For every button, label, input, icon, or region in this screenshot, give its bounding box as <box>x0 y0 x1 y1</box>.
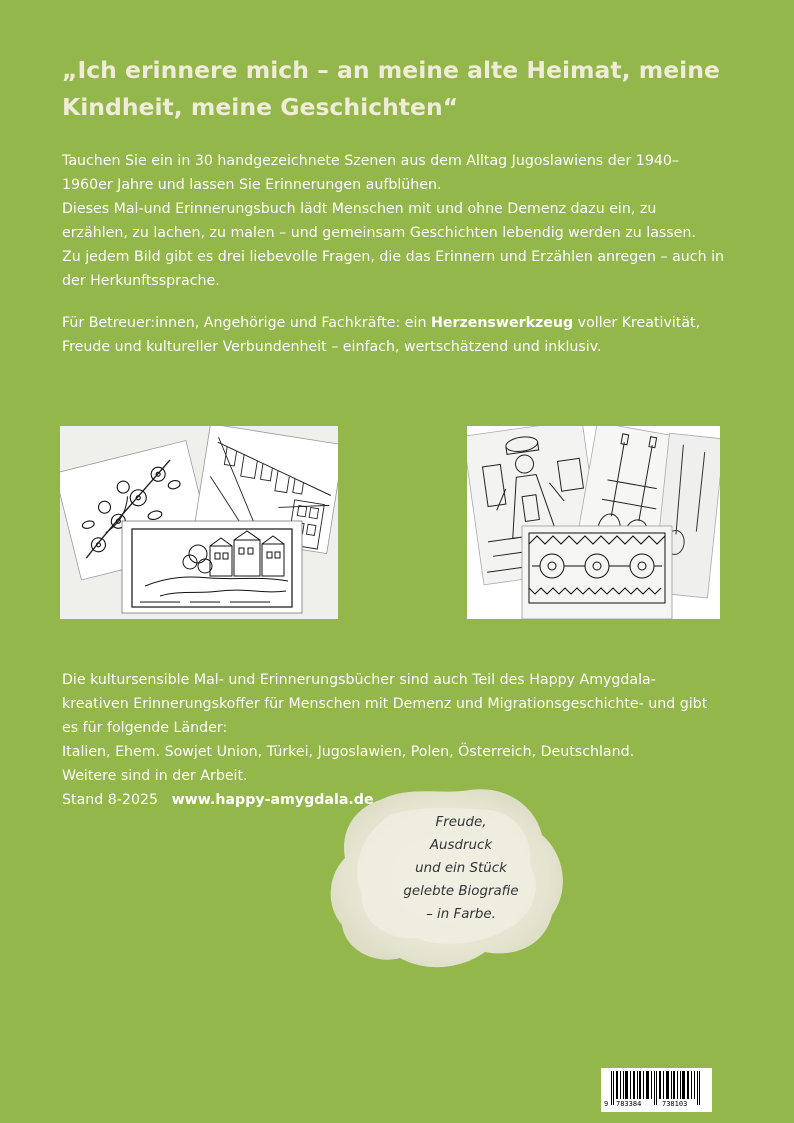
intro-paragraph <box>62 149 752 293</box>
intro-line: der Herkunftssprache. <box>62 273 220 289</box>
intro-line: 1960er Jahre und lassen Sie Erinnerungen aufblühen. <box>62 177 442 193</box>
intro-line: erzählen, zu lachen, zu malen – und gemeinsam Geschichten lebendig werden zu lassen. <box>62 225 696 241</box>
coloring-pages-photo-right <box>467 426 720 619</box>
headline <box>62 52 742 126</box>
audience-paragraph <box>62 311 752 359</box>
quote-line: und ein Stück <box>415 861 507 876</box>
intro-line: Dieses Mal-und Erinnerungsbuch lädt Menschen mit und ohne Demenz dazu ein, zu <box>62 201 657 217</box>
quote-line: gelebte Biografie <box>403 884 519 899</box>
audience-text: voller Kreativität, <box>573 315 701 331</box>
audience-line-2: Freude und kultureller Verbundenheit – einfach, wertschätzend und inklusiv. <box>62 339 602 355</box>
audience-line-1 <box>62 311 752 335</box>
series-line: kreativen Erinnerungskoffer für Menschen mit Demenz und Migrationsgeschichte- und gibt <box>62 696 708 712</box>
barcode-digits-right: 738103 <box>662 1100 688 1108</box>
drawings-illustration <box>60 426 338 619</box>
quote-line: Freude, <box>435 815 487 830</box>
series-line: Weitere sind in der Arbeit. <box>62 768 248 784</box>
barcode-digits-left: 783384 <box>616 1100 642 1108</box>
barcode-digits <box>604 1099 710 1109</box>
headline-line-2: Kindheit, meine Geschichten“ <box>62 93 459 121</box>
quote-line: Ausdruck <box>429 838 493 853</box>
barcode-digit-prefix: 9 <box>604 1100 609 1108</box>
series-line: es für folgende Länder: <box>62 720 228 736</box>
audience-text: Für Betreuer:innen, Angehörige und Fachkräfte: ein <box>62 315 431 331</box>
series-line: Die kultursensible Mal- und Erinnerungsbücher sind auch Teil des Happy Amygdala- <box>62 672 656 688</box>
quote-line: – in Farbe. <box>426 907 496 922</box>
coloring-pages-photo-left <box>60 426 338 619</box>
herzenswerkzeug-emphasis: Herzenswerkzeug <box>430 315 574 331</box>
drawings-illustration <box>467 426 720 619</box>
stand-date: Stand 8-2025 <box>62 792 159 808</box>
intro-line: Tauchen Sie ein in 30 handgezeichnete Szenen aus dem Alltag Jugoslawiens der 1940– <box>62 153 679 169</box>
quote-text <box>396 811 526 926</box>
intro-line: Zu jedem Bild gibt es drei liebevolle Fragen, die das Erinnern und Erzählen anregen – auch in <box>62 249 725 265</box>
headline-line-1: „Ich erinnere mich – an meine alte Heimat, meine <box>62 56 720 84</box>
website-link[interactable]: www.happy-amygdala.de <box>171 792 374 808</box>
series-line: Italien, Ehem. Sowjet Union, Türkei, Jugoslawien, Polen, Österreich, Deutschland. <box>62 744 635 760</box>
